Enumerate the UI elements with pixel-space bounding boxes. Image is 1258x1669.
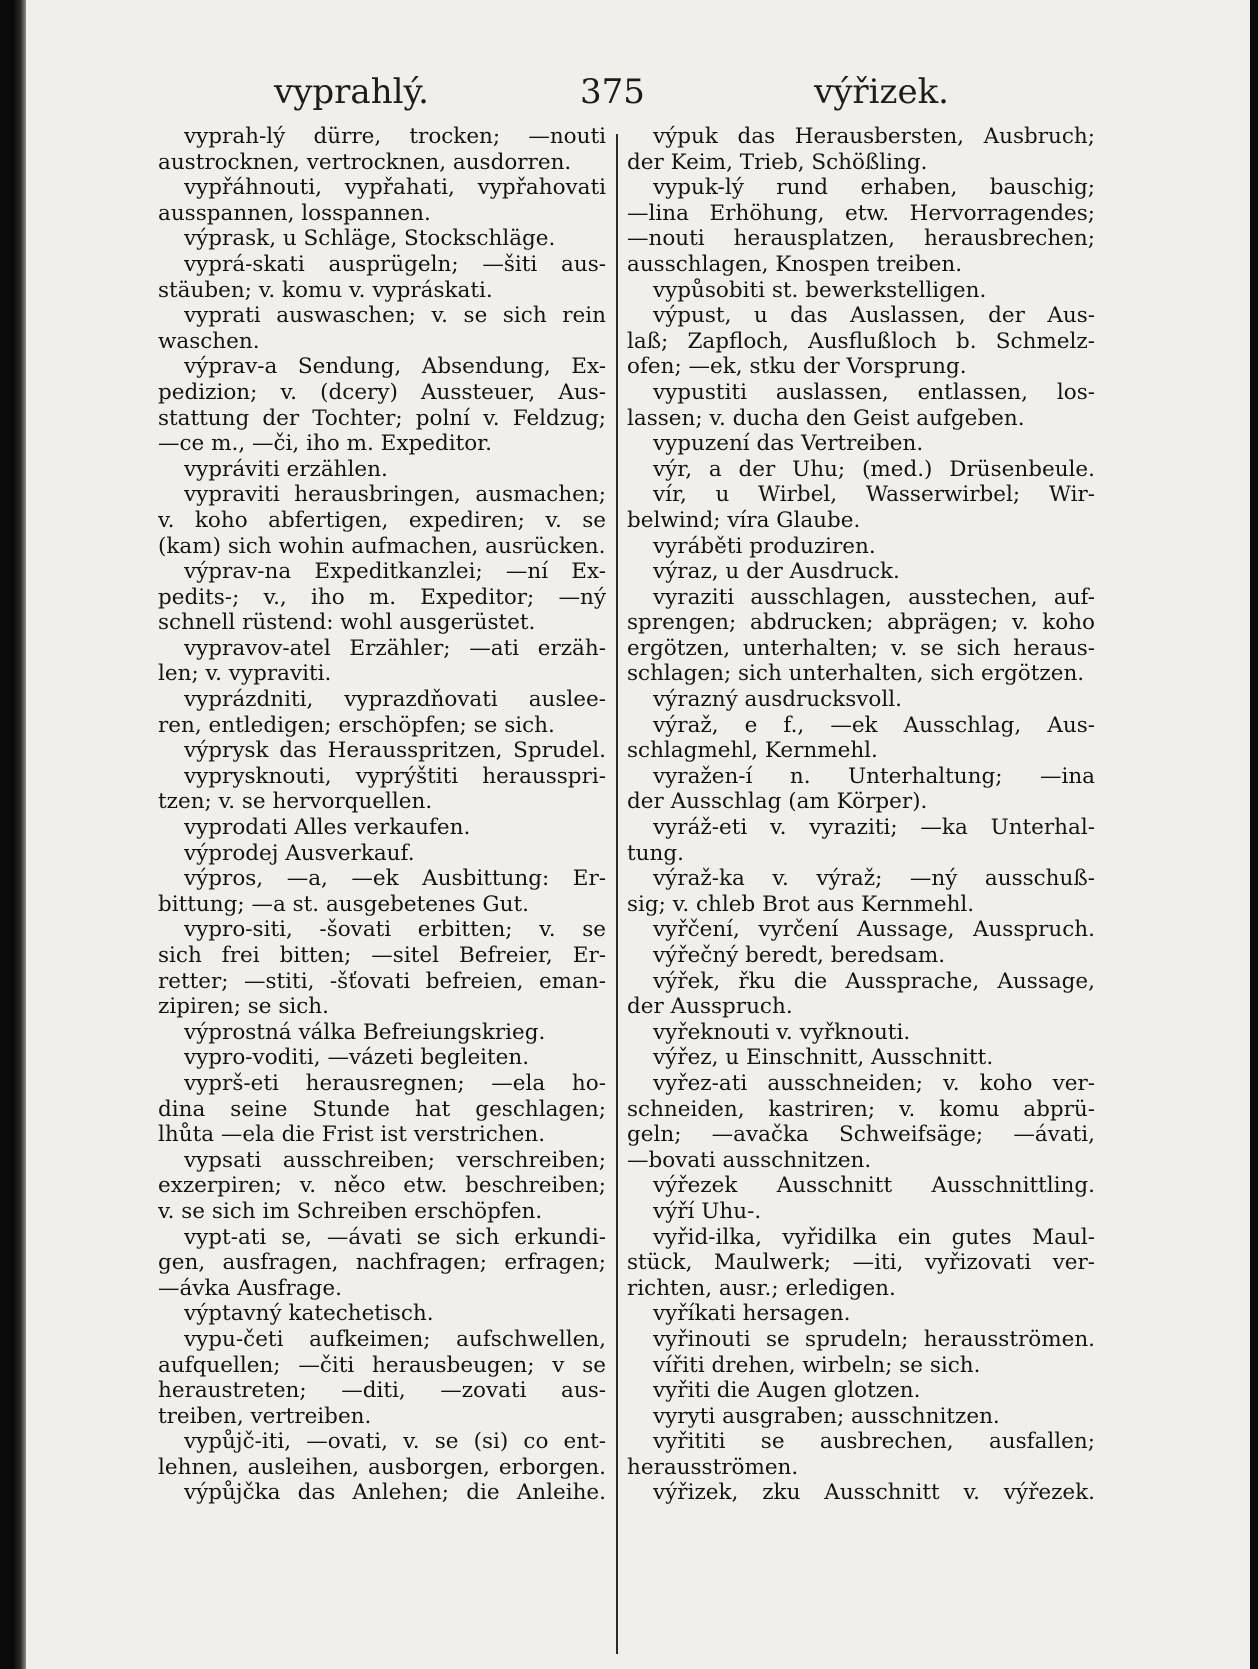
entry-line: der Ausspruch. xyxy=(627,994,793,1020)
entry-line: schlagmehl, Kernmehl. xyxy=(627,738,878,764)
entry-line: výpros, —a, —ek Ausbittung: Er- xyxy=(184,866,606,892)
entry-line: výprask, u Schläge, Stockschläge. xyxy=(184,226,556,252)
entry-line: pedizion; v. (dcery) Aussteuer, Aus- xyxy=(158,379,606,405)
entry-line: vyřid-ilka, vyřidilka ein gutes Maul- xyxy=(653,1224,1095,1250)
left-column xyxy=(158,124,606,1506)
entry-line: vypro-siti, -šovati erbitten; v. se xyxy=(184,917,606,943)
entry-line: vypu-četi aufkeimen; aufschwellen, xyxy=(184,1326,606,1352)
entry-line: vyprá-skati ausprügeln; —šiti aus- xyxy=(184,251,606,277)
entry-line: vyprázdniti, vyprazdňovati auslee- xyxy=(184,687,606,713)
entry-line: vyřčení, vyrčení Aussage, Ausspruch. xyxy=(653,917,1095,943)
entry-line: vyřez-ati ausschneiden; v. koho ver- xyxy=(653,1070,1095,1096)
entry-line: výprodej Ausverkauf. xyxy=(184,840,415,866)
entry-line: výpůjčka das Anlehen; die Anleihe. xyxy=(184,1480,606,1506)
left-guide-word: vyprahlý. xyxy=(274,72,429,112)
entry-line: exzerpiren; v. něco etw. beschreiben; xyxy=(158,1173,606,1199)
entry-line: ergötzen, unterhalten; v. se sich heraus- xyxy=(627,635,1095,661)
entry-line: sig; v. chleb Brot aus Kernmehl. xyxy=(627,891,975,917)
right-guide-word: výřizek. xyxy=(814,72,949,112)
page-number: 375 xyxy=(580,72,645,112)
entry-line: výr, a der Uhu; (med.) Drüsenbeule. xyxy=(653,456,1095,482)
entry-line: výprav-na Expeditkanzlei; —ní Ex- xyxy=(184,559,606,585)
entry-line: stäuben; v. komu v. vypráskati. xyxy=(158,277,493,303)
entry-line: lhůta —ela die Frist ist verstrichen. xyxy=(158,1122,546,1148)
entry-line: geln; —avačka Schweifsäge; —ávati, xyxy=(627,1122,1095,1148)
entry-line: —bovati ausschnitzen. xyxy=(627,1147,872,1173)
entry-line: austrocknen, vertrocknen, ausdorren. xyxy=(158,149,572,175)
entry-line: vír, u Wirbel, Wasserwirbel; Wir- xyxy=(653,482,1095,508)
entry-line: výpust, u das Auslassen, der Aus- xyxy=(653,303,1095,329)
entry-line: vyprysknouti, vyprýštiti herausspri- xyxy=(184,763,606,789)
entry-line: vypt-ati se, —ávati se sich erkundi- xyxy=(184,1224,606,1250)
column-divider xyxy=(616,134,618,1654)
entry-line: bittung; —a st. ausgebetenes Gut. xyxy=(158,891,529,917)
entry-line: lehnen, ausleihen, ausborgen, erborgen. xyxy=(158,1454,606,1480)
entry-line: výprysk das Herausspritzen, Sprudel. xyxy=(184,738,606,764)
entry-line: richten, ausr.; erledigen. xyxy=(627,1275,896,1301)
entry-line: retter; —stiti, -šťovati befreien, eman- xyxy=(158,968,606,994)
entry-line: ofen; —ek, stku der Vorsprung. xyxy=(627,354,967,380)
entry-line: výpuk das Herausbersten, Ausbruch; xyxy=(653,124,1095,149)
entry-line: ren, entledigen; erschöpfen; se sich. xyxy=(158,712,555,738)
entry-line: lassen; v. ducha den Geist aufgeben. xyxy=(627,405,1025,431)
entry-line: zipiren; se sich. xyxy=(158,994,329,1020)
entry-line: gen, ausfragen, nachfragen; erfragen; xyxy=(158,1250,606,1276)
entry-line: stück, Maulwerk; —iti, vyřizovati ver- xyxy=(627,1250,1095,1276)
entry-line: výřek, řku die Aussprache, Aussage, xyxy=(653,968,1095,994)
entry-line: vyříkati hersagen. xyxy=(653,1301,851,1327)
right-column xyxy=(627,124,1095,1506)
entry-line: len; v. vypraviti. xyxy=(158,661,332,687)
binding-edge xyxy=(12,0,26,1669)
running-head xyxy=(12,72,1250,112)
entry-line: waschen. xyxy=(158,328,260,354)
entry-line: vypuk-lý rund erhaben, bauschig; xyxy=(653,175,1095,201)
entry-line: v. se sich im Schreiben erschöpfen. xyxy=(158,1198,543,1224)
entry-line: vyprah-lý dürre, trocken; —nouti xyxy=(184,124,606,149)
entry-line: stattung der Tochter; polní v. Feldzug; xyxy=(158,405,606,431)
entry-line: laß; Zapfloch, Ausflußloch b. Schmelz- xyxy=(627,328,1095,354)
entry-line: vyraziti ausschlagen, ausstechen, auf- xyxy=(653,584,1095,610)
entry-line: —nouti herausplatzen, herausbrechen; xyxy=(627,226,1095,252)
entry-line: ausspannen, losspannen. xyxy=(158,200,431,226)
entry-line: vypůjč-iti, —ovati, v. se (si) co ent- xyxy=(184,1429,606,1455)
entry-line: vypraviti herausbringen, ausmachen; xyxy=(184,482,606,508)
entry-line: belwind; víra Glaube. xyxy=(627,507,861,533)
entry-line: vypsati ausschreiben; verschreiben; xyxy=(184,1147,606,1173)
entry-line: vyřiti die Augen glotzen. xyxy=(653,1378,921,1404)
entry-line: vyřeknouti v. vyřknouti. xyxy=(653,1019,911,1045)
entry-line: vyřinouti se sprudeln; herausströmen. xyxy=(653,1326,1095,1352)
entry-line: vyráž-eti v. vyraziti; —ka Unterhal- xyxy=(653,815,1095,841)
entry-line: výří Uhu-. xyxy=(653,1198,762,1224)
entry-line: tzen; v. se hervorquellen. xyxy=(158,789,433,815)
entry-line: schlagen; sich unterhalten, sich ergötzen. xyxy=(627,661,1085,687)
entry-line: vyřititi se ausbrechen, ausfallen; xyxy=(653,1429,1095,1455)
entry-line: tung. xyxy=(627,840,684,866)
entry-line: vypuzení das Vertreiben. xyxy=(653,431,924,457)
entry-line: vypustiti auslassen, entlassen, los- xyxy=(653,379,1095,405)
entry-line: výraž-ka v. výraž; —ný ausschuß- xyxy=(653,866,1095,892)
dictionary-page xyxy=(12,0,1250,1669)
entry-line: dina seine Stunde hat geschlagen; xyxy=(158,1096,606,1122)
entry-line: vířiti drehen, wirbeln; se sich. xyxy=(653,1352,981,1378)
entry-line: vypřáhnouti, vypřahati, vypřahovati xyxy=(184,175,606,201)
entry-line: vyryti ausgraben; ausschnitzen. xyxy=(653,1403,1000,1429)
entry-line: vypro-voditi, —vázeti begleiten. xyxy=(184,1045,530,1071)
entry-line: schneiden, kastriren; v. komu abprü- xyxy=(627,1096,1095,1122)
entry-line: —lina Erhöhung, etw. Hervorragendes; xyxy=(627,200,1095,226)
entry-line: výptavný katechetisch. xyxy=(184,1301,434,1327)
entry-line: heraustreten; —diti, —zovati aus- xyxy=(158,1378,606,1404)
entry-line: —ce m., —či, iho m. Expeditor. xyxy=(158,431,492,457)
entry-line: výřez, u Einschnitt, Ausschnitt. xyxy=(653,1045,994,1071)
entry-line: v. koho abfertigen, expediren; v. se xyxy=(158,507,606,533)
entry-line: sprengen; abdrucken; abprägen; v. koho xyxy=(627,610,1095,636)
entry-line: vyražen-í n. Unterhaltung; —ina xyxy=(653,763,1095,789)
entry-line: herausströmen. xyxy=(627,1454,799,1480)
entry-line: výraz, u der Ausdruck. xyxy=(653,559,900,585)
entry-line: pedits-; v., iho m. Expeditor; —ný xyxy=(158,584,606,610)
entry-line: výprostná válka Befreiungskrieg. xyxy=(184,1019,546,1045)
entry-line: vyprati auswaschen; v. se sich rein xyxy=(184,303,606,329)
entry-line: výřizek, zku Ausschnitt v. výřezek. xyxy=(653,1480,1095,1506)
entry-line: výprav-a Sendung, Absendung, Ex- xyxy=(184,354,606,380)
entry-line: vypůsobiti st. bewerkstelligen. xyxy=(653,277,987,303)
entry-line: ausschlagen, Knospen treiben. xyxy=(627,251,963,277)
entry-line: der Ausschlag (am Körper). xyxy=(627,789,928,815)
entry-line: výřezek Ausschnitt Ausschnittling. xyxy=(653,1173,1095,1199)
entry-line: výraž, e f., —ek Ausschlag, Aus- xyxy=(653,712,1095,738)
entry-line: sich frei bitten; —sitel Befreier, Er- xyxy=(158,943,606,968)
entry-line: výřečný beredt, beredsam. xyxy=(653,943,946,968)
entry-line: výrazný ausdrucksvoll. xyxy=(653,687,902,713)
entry-line: vyprodati Alles verkaufen. xyxy=(184,815,471,841)
entry-line: der Keim, Trieb, Schößling. xyxy=(627,149,928,175)
entry-line: —ávka Ausfrage. xyxy=(158,1275,342,1301)
entry-line: aufquellen; —čiti herausbeugen; v se xyxy=(158,1352,606,1378)
entry-line: vypráviti erzählen. xyxy=(184,456,388,482)
entry-line: schnell rüstend: wohl ausgerüstet. xyxy=(158,610,536,636)
entry-line: vyráběti produziren. xyxy=(653,533,876,559)
entry-line: treiben, vertreiben. xyxy=(158,1403,372,1429)
entry-line: (kam) sich wohin aufmachen, ausrücken. xyxy=(158,533,606,559)
entry-line: vyprš-eti herausregnen; —ela ho- xyxy=(184,1070,606,1096)
entry-line: vypravov-atel Erzähler; —ati erzäh- xyxy=(184,635,606,661)
